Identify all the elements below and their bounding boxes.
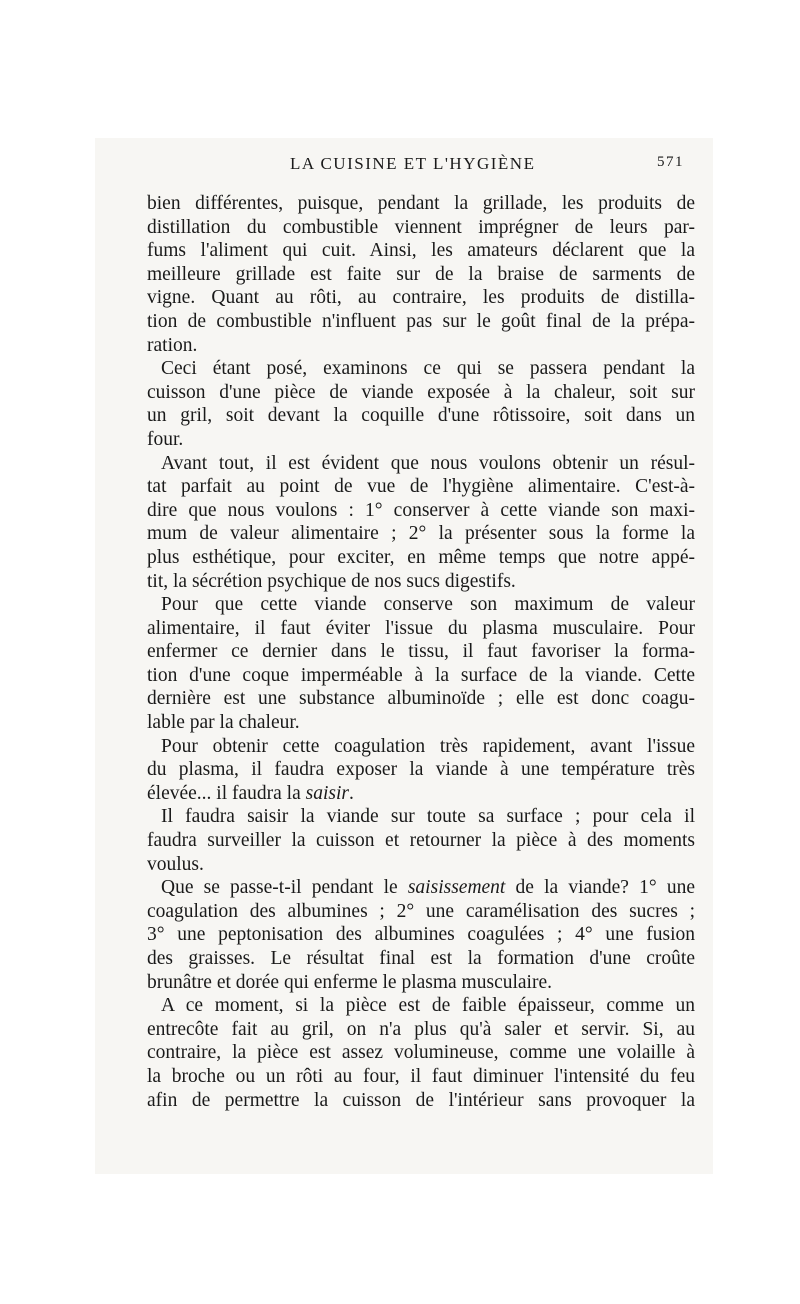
text-line: brunâtre et dorée qui enferme le plasma musculaire. (147, 971, 552, 993)
paragraph (133, 876, 695, 994)
text-line: A ce moment, si la pièce est de faible épaisseur, comme un (161, 995, 695, 1017)
page-number: 571 (657, 154, 684, 170)
text-line: entrecôte fait au gril, on n'a plus qu'à saler et servir. Si, au (147, 1018, 695, 1040)
text-line: dernière est une substance albuminoïde ; elle est donc coagu- (147, 688, 695, 710)
paragraph (133, 593, 695, 735)
text-line: tit, la sécrétion psychique de nos sucs digestifs. (147, 570, 516, 592)
text-line: afin de permettre la cuisson de l'intérieur sans provoquer la (147, 1089, 695, 1111)
text-line: Avant tout, il est évident que nous voulons obtenir un résul- (161, 452, 695, 474)
text-line: enfermer ce dernier dans le tissu, il faut favoriser la forma- (147, 641, 695, 663)
running-title: LA CUISINE ET L'HYGIÈNE (290, 154, 536, 173)
paragraph (133, 735, 695, 806)
text-line: tion d'une coque imperméable à la surface de la viande. Cette (147, 664, 695, 686)
text-line: cuisson d'une pièce de viande exposée à la chaleur, soit sur (147, 381, 695, 403)
body-text (133, 192, 695, 1112)
text-line: contraire, la pièce est assez volumineuse, comme une volaille à (147, 1042, 695, 1064)
text-line: du plasma, il faudra exposer la viande à une température très (147, 759, 695, 781)
text-line: bien différentes, puisque, pendant la grillade, les produits de (147, 193, 695, 214)
paragraph (133, 192, 695, 357)
text-line: Il faudra saisir la viande sur toute sa surface ; pour cela il (161, 806, 695, 828)
text-line: Ceci étant posé, examinons ce qui se passera pendant la (161, 358, 695, 380)
text-line: un gril, soit devant la coquille d'une rôtissoire, soit dans un (147, 405, 695, 427)
text-line: Pour obtenir cette coagulation très rapidement, avant l'issue (161, 735, 695, 757)
text-line: meilleure grillade est faite sur de la braise de sarments de (147, 263, 695, 285)
text-line: dire que nous voulons : 1° conserver à cette viande son maxi- (147, 499, 695, 521)
text-line: 3° une peptonisation des albumines coagulées ; 4° une fusion (147, 924, 695, 946)
text-line: Pour que cette viande conserve son maximum de valeur (161, 594, 695, 616)
text-line: ration. (147, 334, 198, 356)
italic-word: saisissement (407, 877, 506, 899)
text-line: plus esthétique, pour exciter, en même temps que notre appé- (147, 546, 695, 568)
page-header (170, 150, 684, 176)
text-line: alimentaire, il faut éviter l'issue du plasma musculaire. Pour (147, 617, 695, 639)
paragraph (133, 357, 695, 451)
text-line: lable par la chaleur. (147, 712, 300, 734)
text-line: la broche ou un rôti au four, il faut diminuer l'intensité du feu (147, 1065, 695, 1087)
text-line: tat parfait au point de vue de l'hygiène alimentaire. C'est-à- (147, 476, 695, 498)
text-segment: de la viande? 1° une (505, 877, 695, 899)
text-line: distillation du combustible viennent imprégner de leurs par- (147, 216, 695, 238)
text-line (133, 782, 695, 806)
text-line: fums l'aliment qui cuit. Ainsi, les amateurs déclarent que la (147, 240, 695, 262)
text-line (133, 876, 695, 900)
text-segment: élevée... il faudra la (147, 782, 306, 804)
paragraph (133, 805, 695, 876)
text-line: coagulation des albumines ; 2° une caramélisation des sucres ; (147, 900, 695, 922)
paragraph (133, 994, 695, 1112)
text-segment: Que se passe-t-il pendant le (161, 877, 408, 899)
text-line: four. (147, 428, 184, 450)
text-line: mum de valeur alimentaire ; 2° la présenter sous la forme la (147, 523, 695, 545)
text-line: vigne. Quant au rôti, au contraire, les produits de distilla- (147, 287, 695, 309)
text-segment: . (348, 782, 354, 804)
text-line: voulus. (147, 853, 204, 875)
text-line: des graisses. Le résultat final est la formation d'une croûte (147, 948, 695, 969)
text-line: tion de combustible n'influent pas sur le goût final de la prépa- (147, 310, 695, 332)
paragraph (133, 452, 695, 594)
italic-word: saisir (305, 782, 349, 804)
text-line: faudra surveiller la cuisson et retourner la pièce à des moments (147, 830, 695, 852)
